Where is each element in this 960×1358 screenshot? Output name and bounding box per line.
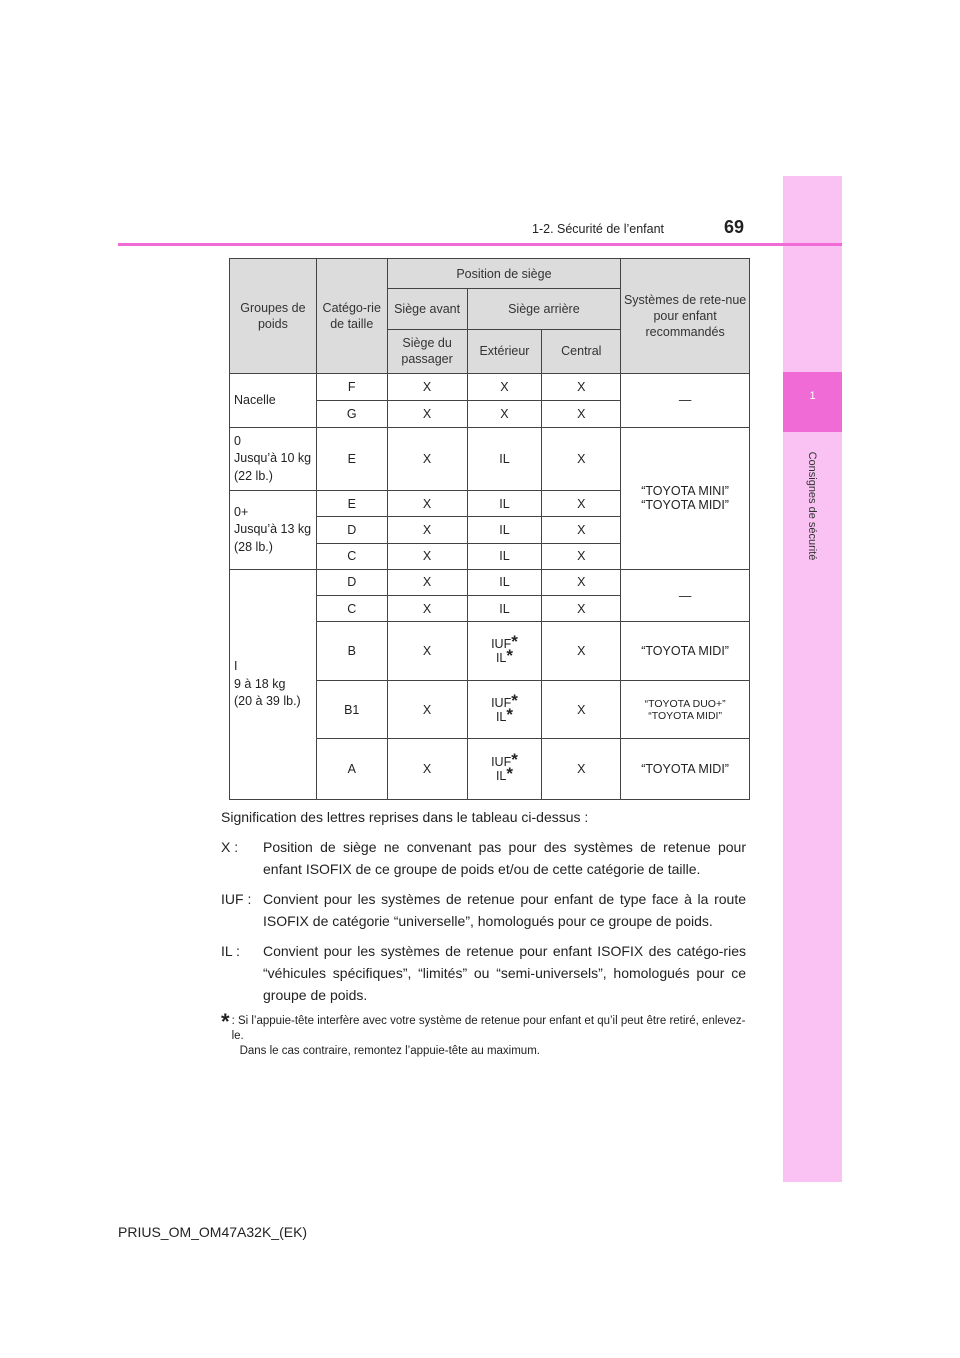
legend-key: IUF : [221, 891, 252, 907]
group-nacelle: Nacelle [230, 374, 317, 427]
cell-category: D [316, 569, 387, 595]
il-label: IL [495, 709, 507, 724]
cell-category: F [316, 374, 387, 401]
cell-system: — [621, 374, 750, 427]
asterisk-mark: * [506, 646, 513, 666]
group-0-weight: Jusqu’à 10 kg [234, 451, 312, 466]
document-code: PRIUS_OM_OM47A32K_(EK) [118, 1224, 308, 1240]
cell-passenger: X [387, 680, 467, 739]
cell-category: A [316, 739, 387, 800]
cell-system: “TOYOTA MIDI” [621, 622, 750, 681]
chapter-tab-strip [783, 176, 842, 1182]
group-0-label: 0 [234, 433, 241, 448]
header-central: Central [542, 329, 621, 373]
system-duo: “TOYOTA DUO+” [644, 697, 726, 710]
cell-passenger: X [387, 543, 467, 569]
cell-outer [467, 622, 542, 681]
legend-item [221, 836, 746, 880]
cell-central: X [542, 569, 621, 595]
header-passenger-seat: Siège du passager [387, 329, 467, 373]
cell-category: E [316, 491, 387, 517]
cell-central: X [542, 596, 621, 622]
header-recommended-systems: Systèmes de rete-nue pour enfant recommandés [621, 259, 750, 374]
iuf-label: IUF [491, 695, 512, 710]
cell-system [621, 427, 750, 569]
footnote [221, 1009, 746, 1059]
cell-passenger: X [387, 427, 467, 491]
cell-category: D [316, 517, 387, 543]
iuf-label: IUF [491, 755, 512, 770]
asterisk-mark: * [511, 632, 518, 652]
section-title: 1-2. Sécurité de l’enfant [532, 222, 665, 236]
cell-outer: X [467, 401, 542, 427]
cell-category: C [316, 543, 387, 569]
header-rear-seat: Siège arrière [467, 289, 621, 329]
cell-outer: IL [467, 543, 542, 569]
cell-central: X [542, 543, 621, 569]
asterisk-mark: * [506, 704, 513, 724]
cell-system: — [621, 569, 750, 621]
legend-title: Signification des lettres reprises dans le tableau ci-dessus : [221, 809, 589, 825]
cell-outer: X [467, 374, 542, 401]
cell-system: “TOYOTA MIDI” [621, 739, 750, 800]
table-row [230, 569, 750, 595]
cell-category: C [316, 596, 387, 622]
legend-item [221, 888, 746, 932]
chapter-tab-active[interactable] [783, 372, 842, 432]
group-0-weight-lb: (22 lb.) [234, 468, 273, 483]
il-label: IL [495, 769, 507, 784]
group-0-plus [230, 491, 317, 570]
page-number: 69 [724, 217, 745, 237]
cell-passenger: X [387, 401, 467, 427]
cell-central: X [542, 491, 621, 517]
legend-text: Convient pour les systèmes de retenue pour enfant ISOFIX des catégo-ries “véhicules spécifiques”, “limités” ou “semi-universels”, homologués pour ce groupe de poids. [263, 943, 746, 1003]
header-front-seat: Siège avant [387, 289, 467, 329]
isofix-seat-table [229, 258, 750, 800]
asterisk-mark: * [506, 764, 513, 784]
group-1-weight: 9 à 18 kg [234, 676, 286, 691]
table-row [230, 374, 750, 401]
group-0 [230, 427, 317, 491]
cell-outer: IL [467, 569, 542, 595]
cell-category: B [316, 622, 387, 681]
cell-central: X [542, 622, 621, 681]
cell-passenger: X [387, 569, 467, 595]
cell-central: X [542, 680, 621, 739]
system-midi: “TOYOTA MIDI” [641, 498, 729, 513]
header-size-category: Catégo-rie de taille [316, 259, 387, 374]
asterisk-mark: * [511, 690, 518, 710]
header-divider [118, 243, 842, 246]
cell-passenger: X [387, 491, 467, 517]
il-label: IL [495, 651, 507, 666]
cell-passenger: X [387, 622, 467, 681]
cell-category: G [316, 401, 387, 427]
asterisk-mark: * [511, 750, 518, 770]
group-1-label: I [234, 659, 238, 674]
iuf-label: IUF [491, 637, 512, 652]
cell-category: B1 [316, 680, 387, 739]
header-outer: Extérieur [467, 329, 542, 373]
group-0-plus-weight: Jusqu’à 13 kg [234, 522, 312, 537]
cell-passenger: X [387, 517, 467, 543]
cell-outer: IL [467, 596, 542, 622]
system-mini: “TOYOTA MINI” [641, 484, 729, 499]
footnote-line-1: : Si l’appuie-tête interfère avec votre système de retenue pour enfant et qu’il peut être retiré, enlevez-le. [231, 1015, 746, 1042]
group-1-weight-lb: (20 à 39 lb.) [234, 694, 301, 709]
legend-key: X : [221, 839, 239, 855]
cell-category: E [316, 427, 387, 491]
legend-item [221, 940, 746, 1006]
cell-central: X [542, 517, 621, 543]
legend-text: Position de siège ne convenant pas pour des systèmes de retenue pour enfant ISOFIX de ce groupe de poids et/ou de cette catégorie de taille. [263, 839, 746, 877]
legend [221, 806, 746, 1059]
cell-passenger: X [387, 596, 467, 622]
header-seat-position: Position de siège [387, 259, 621, 289]
header-weight-groups: Groupes de poids [230, 259, 317, 374]
table-row [230, 427, 750, 491]
group-1 [230, 569, 317, 799]
group-0-plus-weight-lb: (28 lb.) [234, 539, 273, 554]
legend-key: IL : [221, 943, 240, 959]
footnote-asterisk: * [221, 1009, 230, 1034]
legend-text: Convient pour les systèmes de retenue pour enfant de type face à la route ISOFIX de catégorie “universelle”, homologués pour ce groupe de poids. [263, 891, 746, 929]
system-midi: “TOYOTA MIDI” [648, 709, 722, 722]
cell-outer [467, 680, 542, 739]
chapter-label: Consignes de sécurité [806, 451, 818, 561]
chapter-number: 1 [809, 390, 816, 402]
cell-system [621, 680, 750, 739]
cell-passenger: X [387, 374, 467, 401]
cell-outer: IL [467, 491, 542, 517]
cell-outer [467, 739, 542, 800]
cell-central: X [542, 739, 621, 800]
group-0-plus-label: 0+ [234, 504, 249, 519]
cell-passenger: X [387, 739, 467, 800]
cell-outer: IL [467, 427, 542, 491]
cell-central: X [542, 427, 621, 491]
cell-central: X [542, 401, 621, 427]
cell-outer: IL [467, 517, 542, 543]
cell-central: X [542, 374, 621, 401]
footnote-line-2: Dans le cas contraire, remontez l’appuie-tête au maximum. [239, 1045, 540, 1057]
